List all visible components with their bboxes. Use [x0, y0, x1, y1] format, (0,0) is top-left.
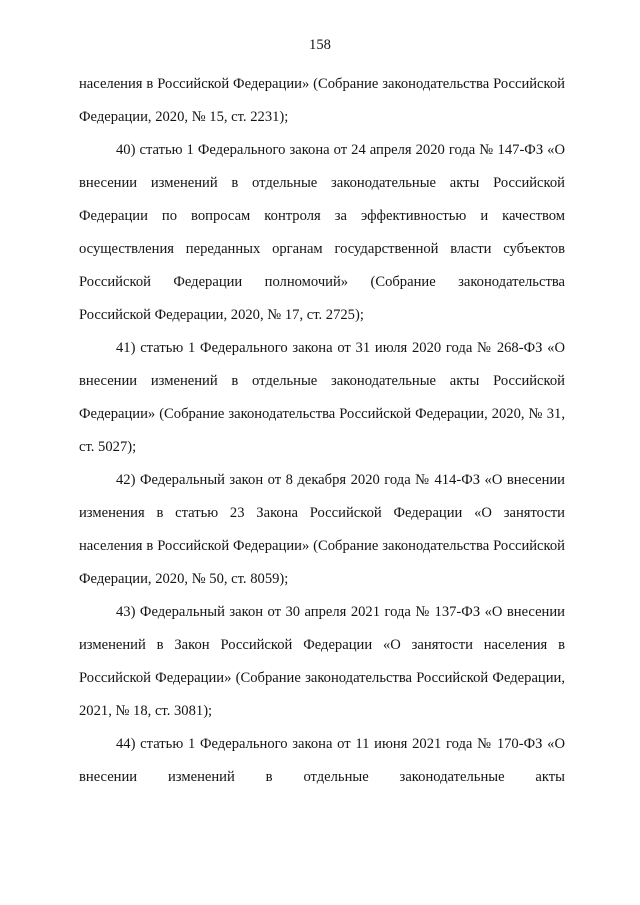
list-item-44: 44) статью 1 Федерального закона от 11 июня 2021 года № 170-ФЗ «О внесении изменений в отдельные законодательные акты [79, 736, 565, 785]
page-number: 158 [309, 37, 331, 53]
list-item-40: 40) статью 1 Федерального закона от 24 апреля 2020 года № 147-ФЗ «О внесении изменений в отдельные законодательные акты Российской Федерации по вопросам контроля за эффективностью и качеством осуществления переданных органам государственной власти субъектов Российской Федерации полномочий» (Собрание законодательства Российской Федерации, 2020, № 17, ст. 2725); [79, 142, 565, 323]
list-item-43: 43) Федеральный закон от 30 апреля 2021 года № 137-ФЗ «О внесении изменений в Закон Российской Федерации «О занятости населения в Российской Федерации» (Собрание законодательства Российской Федерации, 2021, № 18, ст. 3081); [79, 604, 565, 719]
document-body [79, 68, 565, 794]
list-item-41: 41) статью 1 Федерального закона от 31 июля 2020 года № 268-ФЗ «О внесении изменений в отдельные законодательные акты Российской Федерации» (Собрание законодательства Российской Федерации, 2020, № 31, ст. 5027); [79, 340, 565, 455]
list-item-42: 42) Федеральный закон от 8 декабря 2020 года № 414-ФЗ «О внесении изменения в статью 23 Закона Российской Федерации «О занятости населения в Российской Федерации» (Собрание законодательства Российской Федерации, 2020, № 50, ст. 8059); [79, 472, 565, 587]
paragraph-continuation: населения в Российской Федерации» (Собрание законодательства Российской Федерации, 2020, № 15, ст. 2231); [79, 76, 565, 125]
